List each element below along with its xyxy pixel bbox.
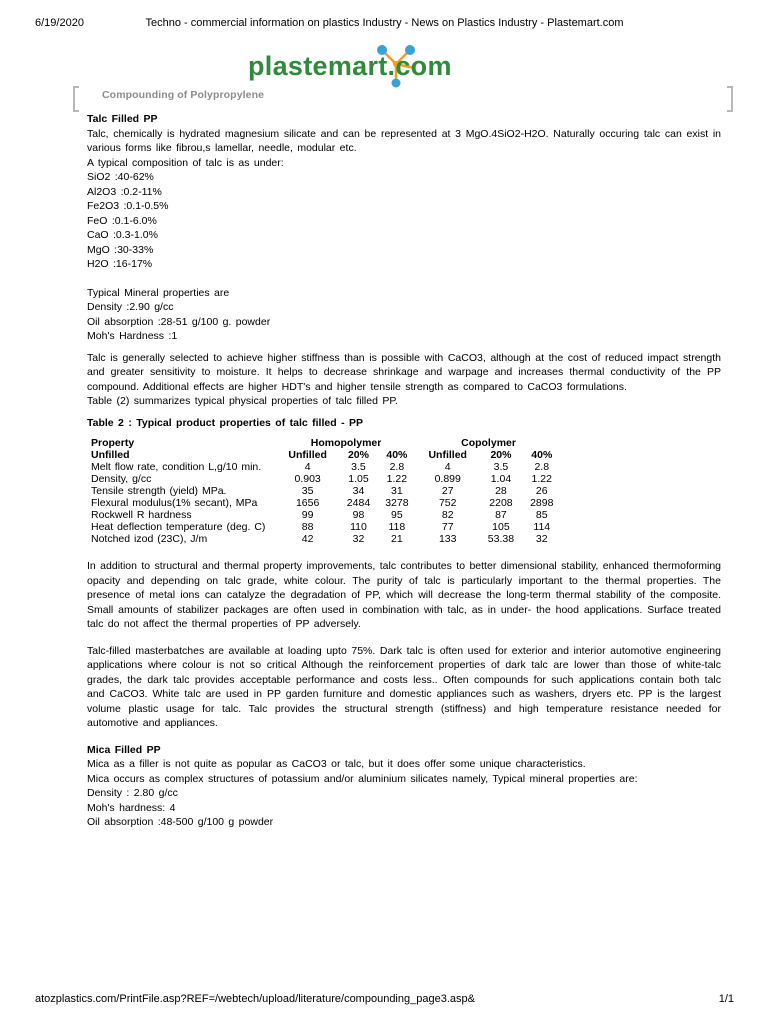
table-row: [91, 533, 561, 545]
mica-line: Moh's hardness: 4: [87, 801, 176, 814]
table-value-cell: 2484: [346, 497, 371, 509]
talc-table-ref: Table (2) summarizes typical physical properties of talc filled PP.: [87, 395, 398, 407]
table-value-cell: 26: [535, 485, 548, 497]
table-value-cell: 21: [391, 533, 403, 545]
composition-item: Fe2O3 :0.1-0.5%: [87, 200, 169, 212]
composition-item: SiO2 :40-62%: [87, 171, 154, 183]
right-bracket-decoration: [727, 86, 733, 112]
table-value-cell: 34: [352, 485, 365, 497]
table-value-cell: 95: [391, 509, 403, 521]
table-value-cell: 0.903: [294, 473, 321, 485]
table-value-cell: 1.05: [348, 473, 369, 485]
table-value-cell: 2.8: [534, 461, 550, 473]
print-page-number: 1/1: [718, 993, 734, 1005]
table-header-cell: Homopolymer: [310, 437, 382, 449]
properties-table: [91, 437, 561, 545]
table-value-cell: 35: [301, 485, 314, 497]
table-value-cell: 1656: [295, 497, 320, 509]
composition-item: MgO :30-33%: [87, 243, 154, 256]
table-value-cell: 1.22: [386, 473, 408, 485]
table-value-cell: 4: [444, 461, 451, 473]
table-header-cell: 20%: [347, 449, 369, 461]
table-property-cell: Heat deflection temperature (deg. C): [91, 521, 266, 533]
mineral-item: Density :2.90 g/cc: [87, 301, 174, 313]
talc-paragraph: In addition to structural and thermal property improvements, talc contributes to better dimensional stability, enhanced thermoforming opacity and depending on talc grade, white colour. The purity of talc is particularly important to the thermal properties. The presence of metal ions can catalyze the degradation of PP, which will decrease the long-term thermal stability of the composite. Small amounts of stabilizer packages are often used in combination with talc, as in under- the hood applications. Surface treated talc do not affect the thermal properties of PP adversely.: [87, 560, 721, 630]
table-value-cell: 42: [301, 533, 314, 545]
left-bracket-decoration: [73, 86, 79, 112]
table-row: [91, 485, 561, 497]
composition-intro: A typical composition of talc is as under:: [87, 156, 284, 169]
table-value-cell: 98: [352, 509, 365, 521]
table-header-cell: Unfilled: [91, 449, 130, 461]
table-property-cell: Rockwell R hardness: [91, 509, 192, 521]
talc-paragraph: Talc is generally selected to achieve higher stiffness than is possible with CaCO3, although at the cost of reduced impact strength and greater sensitivity to moisture. It helps to decrease shrinkage and warpage and increases thermal conductivity of the PP compound. Additional effects are higher HDT's and higher tensile strength as compared to CaCO3 formulations.: [87, 351, 721, 393]
mineral-intro: Typical Mineral properties are: [87, 286, 230, 299]
table-header-cell: Property: [91, 437, 135, 449]
table-value-cell: 118: [388, 521, 406, 533]
table-header-cell: 20%: [490, 449, 512, 461]
table-sub-header-row: [91, 449, 561, 461]
table-value-cell: 88: [301, 521, 314, 533]
table-value-cell: 0.899: [434, 473, 461, 485]
table-value-cell: 2.8: [389, 461, 405, 473]
article-content: [87, 112, 721, 830]
mica-heading: Mica Filled PP: [87, 743, 161, 756]
composition-item: H2O :16-17%: [87, 258, 153, 270]
print-date: 6/19/2020: [35, 17, 84, 29]
table-value-cell: 752: [438, 497, 457, 509]
table-row: [91, 521, 561, 533]
table-value-cell: 87: [495, 509, 507, 521]
table-value-cell: 110: [350, 521, 367, 533]
table-row: [91, 473, 561, 485]
table-group-header-row: [91, 437, 561, 449]
talc-intro: Talc, chemically is hydrated magnesium silicate and can be represented at 3 MgO.4SiO2-H2O. Naturally occuring talc can exist in various forms like fibrou,s lamellar, needle, modular etc.: [87, 127, 721, 154]
table-value-cell: 31: [391, 485, 403, 497]
composition-item: Al2O3 :0.2-11%: [87, 185, 162, 198]
section-title: Compounding of Polypropylene: [102, 89, 265, 101]
composition-item: CaO :0.3-1.0%: [87, 229, 158, 241]
talc-heading: Talc Filled PP: [87, 113, 158, 125]
table-value-cell: 105: [492, 521, 510, 533]
mica-line: Mica occurs as complex structures of potassium and/or aluminium silicates namely, Typical mineral properties are:: [87, 772, 638, 785]
table-value-cell: 32: [535, 533, 548, 545]
table-header-cell: Unfilled: [288, 449, 327, 461]
table-value-cell: 1.22: [531, 473, 552, 485]
table-body: [91, 461, 561, 545]
print-url: atozplastics.com/PrintFile.asp?REF=/webtech/upload/literature/compounding_page3.asp&: [35, 993, 475, 1005]
table-header-cell: 40%: [386, 449, 408, 461]
print-page-title: Techno - commercial information on plastics Industry - News on Plastics Industry - Plastemart.com: [145, 17, 624, 29]
table-property-cell: Melt flow rate, condition L,g/10 min.: [91, 461, 262, 473]
mineral-item: Moh's Hardness :1: [87, 330, 178, 342]
table-value-cell: 28: [495, 485, 507, 497]
mineral-item: Oil absorption :28-51 g/100 g. powder: [87, 315, 271, 328]
mica-line: Density : 2.80 g/cc: [87, 787, 178, 799]
table-value-cell: 114: [533, 521, 551, 533]
table-header-cell: Unfilled: [428, 449, 467, 461]
print-header: [35, 17, 734, 31]
table-title: Table 2 : Typical product properties of talc filled - PP: [87, 416, 363, 429]
table-value-cell: 2208: [489, 497, 513, 509]
table-value-cell: 3.5: [493, 461, 509, 473]
table-value-cell: 1.04: [490, 473, 512, 485]
table-value-cell: 85: [535, 509, 548, 521]
table-value-cell: 3.5: [351, 461, 366, 473]
print-footer: [35, 993, 734, 1007]
table-value-cell: 2898: [530, 497, 554, 509]
table-property-cell: Notched izod (23C), J/m: [91, 533, 208, 545]
table-value-cell: 53.38: [487, 533, 515, 545]
section-header: [73, 80, 733, 112]
table-value-cell: 77: [441, 521, 454, 533]
table-row: [91, 497, 561, 509]
mica-line: Oil absorption :48-500 g/100 g powder: [87, 816, 274, 828]
logo-text: plastemart.com: [248, 51, 452, 81]
composition-item: FeO :0.1-6.0%: [87, 214, 157, 227]
table-value-cell: 82: [441, 509, 454, 521]
table-value-cell: 99: [301, 509, 314, 521]
table-value-cell: 4: [304, 461, 311, 473]
table-property-cell: Density, g/cc: [91, 473, 152, 485]
table-value-cell: 27: [441, 485, 454, 497]
mica-line: Mica as a filler is not quite as popular as CaCO3 or talc, but it does offer some unique characteristics.: [87, 758, 586, 770]
table-property-cell: Tensile strength (yield) MPa.: [91, 485, 227, 497]
talc-paragraph: Talc-filled masterbatches are available at loading upto 75%. Dark talc is often used for exterior and interior automotive engineering applications where colour is not so critical Although the reinforcement properties of dark talc are lower than those of white-talc grades, the dark talc provides acceptable performance and costs less.. Often compounds for such applications contain both talc and CaCO3. White talc are used in PP garden furniture and domestic appliances such as washers, dryers etc. PP is the largest volume plastic usage for talc. Talc provides the structural strength (stiffness) and high temperature resistance needed for automotive and appliances.: [87, 644, 721, 729]
table-header-cell: Copolymer: [461, 437, 516, 449]
table-row: [91, 461, 561, 473]
table-row: [91, 509, 561, 521]
table-property-cell: Flexural modulus(1% secant), MPa: [91, 497, 258, 509]
table-value-cell: 3278: [385, 497, 409, 509]
table-header-cell: 40%: [531, 449, 553, 461]
table-value-cell: 32: [352, 533, 365, 545]
table-value-cell: 133: [438, 533, 457, 545]
